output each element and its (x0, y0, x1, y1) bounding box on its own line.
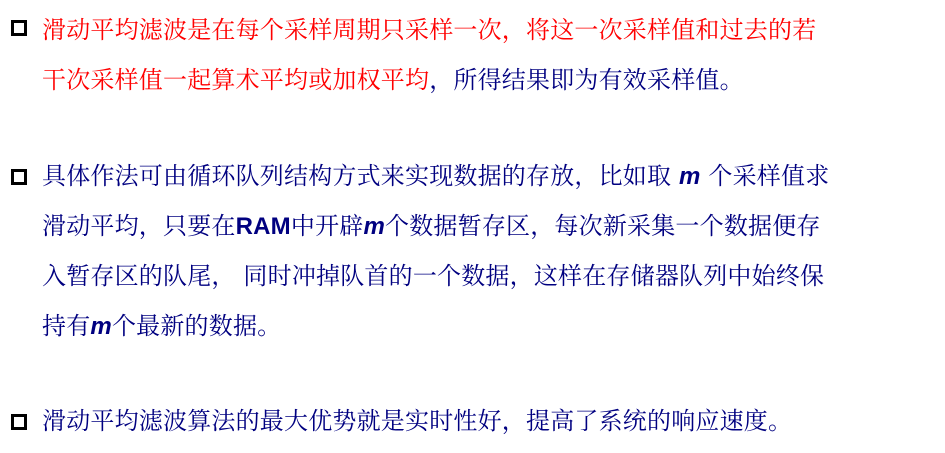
text-line (42, 151, 942, 201)
text-line: 入暂存区的队尾， 同时冲掉队首的一个数据，这样在存储器队列中始终保 (42, 262, 825, 290)
bullet-text-1 (42, 5, 942, 105)
ram-term: RAM (235, 213, 291, 240)
text-span: 持有 (42, 312, 91, 340)
text-line: 滑动平均滤波算法的最大优势就是实时性好，提高了系统的响应速度。 (42, 407, 793, 435)
text-span: 具体作法可由循环队列结构方式来实现数据的存放，比如取 (42, 162, 680, 190)
text-span-red: 干次采样值一起算术平均或加权平均 (42, 66, 430, 94)
square-bullet-icon (11, 414, 27, 430)
text-line: 滑动平均滤波是在每个采样周期只采样一次，将这一次采样值和过去的若 (42, 16, 817, 44)
text-line (42, 55, 942, 105)
text-span: 滑动平均，只要在 (42, 212, 236, 240)
variable-m: m (363, 213, 386, 240)
square-bullet-icon (11, 20, 27, 36)
text-line (42, 301, 942, 351)
text-span: 中开辟 (290, 212, 364, 240)
bullet-text-2 (42, 151, 942, 351)
variable-m: m (90, 313, 112, 340)
variable-m: m (679, 163, 701, 190)
text-span-blue: ，所得结果即为有效采样值。 (429, 66, 744, 94)
text-span: 个采样值求 (700, 162, 830, 190)
text-line (42, 201, 942, 251)
text-span: 个数据暂存区，每次新采集一个数据便存 (385, 212, 821, 240)
text-span: 个最新的数据。 (111, 312, 282, 340)
square-bullet-icon (11, 169, 27, 185)
bullet-text-3 (42, 396, 942, 446)
